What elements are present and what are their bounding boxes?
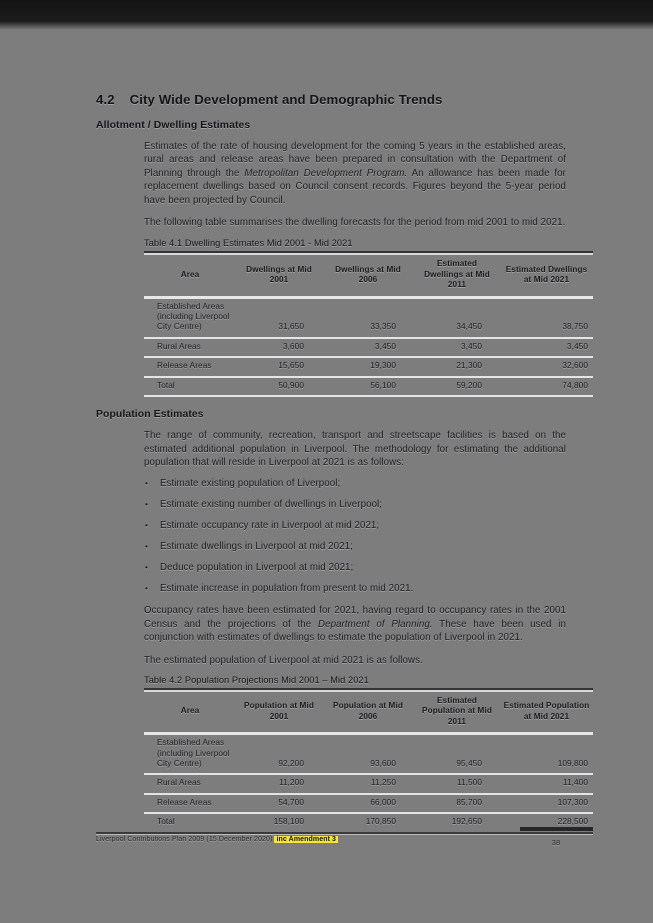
cell-value: 95,450 bbox=[414, 734, 500, 775]
table-row bbox=[144, 734, 593, 775]
cell-value: 11,250 bbox=[322, 774, 414, 793]
row-label: Rural Areas bbox=[144, 774, 236, 793]
table-header-row bbox=[144, 692, 593, 734]
table-header-row bbox=[144, 255, 593, 297]
cell-value: 15,650 bbox=[236, 357, 322, 376]
allotment-heading: Allotment / Dwelling Estimates bbox=[96, 120, 251, 131]
list-item bbox=[145, 477, 565, 490]
cell-value: 3,450 bbox=[414, 338, 500, 357]
footer-text bbox=[96, 836, 338, 843]
footer-plan-text: Liverpool Contributions Plan 2009 (15 December 2020) bbox=[96, 836, 275, 843]
row-label: Release Areas bbox=[144, 357, 236, 376]
population-projections-table bbox=[144, 692, 593, 834]
cell-value: 74,800 bbox=[500, 377, 593, 396]
italic-program-name: Metropolitan Development Program. bbox=[244, 167, 408, 179]
cell-value: 3,450 bbox=[500, 338, 593, 357]
bullet-icon: • bbox=[145, 542, 148, 552]
table2-header-area: Area bbox=[144, 692, 236, 734]
dwelling-estimates-table bbox=[144, 255, 593, 397]
table-row bbox=[144, 794, 593, 813]
table2-header-2006: Population at Mid 2006 bbox=[322, 692, 414, 734]
cell-value: 59,200 bbox=[414, 377, 500, 396]
list-item bbox=[145, 498, 565, 511]
table-total-row bbox=[144, 377, 593, 396]
table-row bbox=[144, 297, 593, 338]
bullet-icon: • bbox=[145, 584, 148, 594]
bullet-icon: • bbox=[145, 479, 148, 489]
table1-title: Table 4.1 Dwelling Estimates Mid 2001 - Mid 2021 bbox=[144, 238, 593, 253]
paragraph-text: Occupancy rates have been estimated for 2021, having regard to occupancy rates in the 2001 Census and the projections of the bbox=[144, 605, 566, 630]
paragraph-text: Estimates of the rate of housing development for the coming 5 years in the established areas, rural areas and release areas have been prepared in consultation with the Department of Planning through the bbox=[144, 141, 566, 179]
cell-value: 92,200 bbox=[236, 734, 322, 775]
cell-value: 85,700 bbox=[414, 794, 500, 813]
row-label: Total bbox=[144, 813, 236, 832]
row-label: Release Areas bbox=[144, 794, 236, 813]
cell-value: 33,350 bbox=[322, 297, 414, 338]
cell-value: 158,100 bbox=[236, 813, 322, 832]
cell-value: 54,700 bbox=[236, 794, 322, 813]
table-row bbox=[144, 357, 593, 376]
page-number: 38 bbox=[551, 838, 561, 847]
footer-rule-thick bbox=[520, 827, 593, 831]
cell-value: 11,500 bbox=[414, 774, 500, 793]
bullet-icon: • bbox=[145, 521, 148, 531]
row-label: Rural Areas bbox=[144, 338, 236, 357]
cell-value: 3,600 bbox=[236, 338, 322, 357]
list-item bbox=[145, 582, 565, 595]
cell-value: 50,900 bbox=[236, 377, 322, 396]
bullet-icon: • bbox=[145, 500, 148, 510]
table1-header-2011: Estimated Dwellings at Mid 2011 bbox=[414, 255, 500, 297]
table-row bbox=[144, 338, 593, 357]
table1-header-2001: Dwellings at Mid 2001 bbox=[236, 255, 322, 297]
table-row bbox=[144, 774, 593, 793]
row-label: Established Areas (including Liverpool City Centre) bbox=[144, 297, 236, 338]
table1-header-2006: Dwellings at Mid 2006 bbox=[322, 255, 414, 297]
footer-amendment-highlight: inc Amendment 3 bbox=[276, 836, 337, 843]
cell-value: 56,100 bbox=[322, 377, 414, 396]
list-item bbox=[145, 519, 565, 532]
list-item bbox=[145, 561, 565, 574]
cell-value: 32,600 bbox=[500, 357, 593, 376]
section-number: 4.2 bbox=[96, 92, 115, 107]
bullet-text: Estimate dwellings in Liverpool at mid 2021; bbox=[160, 541, 353, 553]
paragraph-text: These have been used in conjunction with estimates of dwellings to estimate the population of Liverpool in 2021. bbox=[144, 618, 566, 644]
cell-value: 93,600 bbox=[322, 734, 414, 775]
allotment-paragraph-1 bbox=[144, 140, 566, 207]
row-label: Established Areas (including Liverpool City Centre) bbox=[144, 734, 236, 775]
footer-rule bbox=[96, 832, 593, 834]
cell-value: 11,400 bbox=[500, 774, 593, 793]
bullet-text: Estimate existing number of dwellings in Liverpool; bbox=[160, 499, 383, 511]
bullet-text: Estimate existing population of Liverpool; bbox=[160, 478, 341, 490]
bullet-icon: • bbox=[145, 563, 148, 573]
cell-value: 109,800 bbox=[500, 734, 593, 775]
cell-value: 192,650 bbox=[414, 813, 500, 832]
population-heading: Population Estimates bbox=[96, 409, 204, 421]
italic-department-name: Department of Planning. bbox=[318, 618, 433, 630]
paragraph-text: An allowance has been made for replacement dwellings based on Council consent records. Figures beyond the 5-year period have been projected by Council. bbox=[144, 167, 566, 206]
cell-value: 107,300 bbox=[500, 794, 593, 813]
population-closing-line: The estimated population of Liverpool at mid 2021 is as follows. bbox=[144, 654, 423, 666]
row-label: Total bbox=[144, 377, 236, 396]
cell-value: 11,200 bbox=[236, 774, 322, 793]
table2-title: Table 4.2 Population Projections Mid 2001 – Mid 2021 bbox=[144, 675, 593, 690]
table1-header-area: Area bbox=[144, 255, 236, 297]
page-footer bbox=[96, 827, 593, 857]
cell-value: 31,650 bbox=[236, 297, 322, 338]
cell-value: 38,750 bbox=[500, 297, 593, 338]
section-heading bbox=[96, 92, 653, 107]
cell-value: 66,000 bbox=[322, 794, 414, 813]
table1-header-2021: Estimated Dwellings at Mid 2021 bbox=[500, 255, 593, 297]
bullet-text: Estimate increase in population from present to mid 2021. bbox=[160, 583, 414, 595]
cell-value: 34,450 bbox=[414, 297, 500, 338]
cell-value: 19,300 bbox=[322, 357, 414, 376]
cell-value: 3,450 bbox=[322, 338, 414, 357]
cell-value: 228,500 bbox=[500, 813, 593, 832]
population-intro-paragraph: The range of community, recreation, transport and streetscape facilities is based on the estimated additional population in Liverpool. The methodology for estimating the additional population that will reside in Liverpool at 2021 is as follows: bbox=[144, 430, 566, 468]
table2-header-2011: Estimated Population at Mid 2011 bbox=[414, 692, 500, 734]
allotment-paragraph-2: The following table summarises the dwelling forecasts for the period from mid 2001 to mid 2021. bbox=[144, 217, 566, 229]
bullet-text: Deduce population in Liverpool at mid 2021; bbox=[160, 562, 354, 574]
cell-value: 170,850 bbox=[322, 813, 414, 832]
table2-header-2021: Estimated Population at Mid 2021 bbox=[500, 692, 593, 734]
cell-value: 21,300 bbox=[414, 357, 500, 376]
table2-header-2001: Population at Mid 2001 bbox=[236, 692, 322, 734]
bullet-text: Estimate occupancy rate in Liverpool at mid 2021; bbox=[160, 520, 380, 532]
list-item bbox=[145, 540, 565, 553]
occupancy-paragraph bbox=[144, 604, 566, 644]
section-title: City Wide Development and Demographic Trends bbox=[129, 92, 443, 107]
